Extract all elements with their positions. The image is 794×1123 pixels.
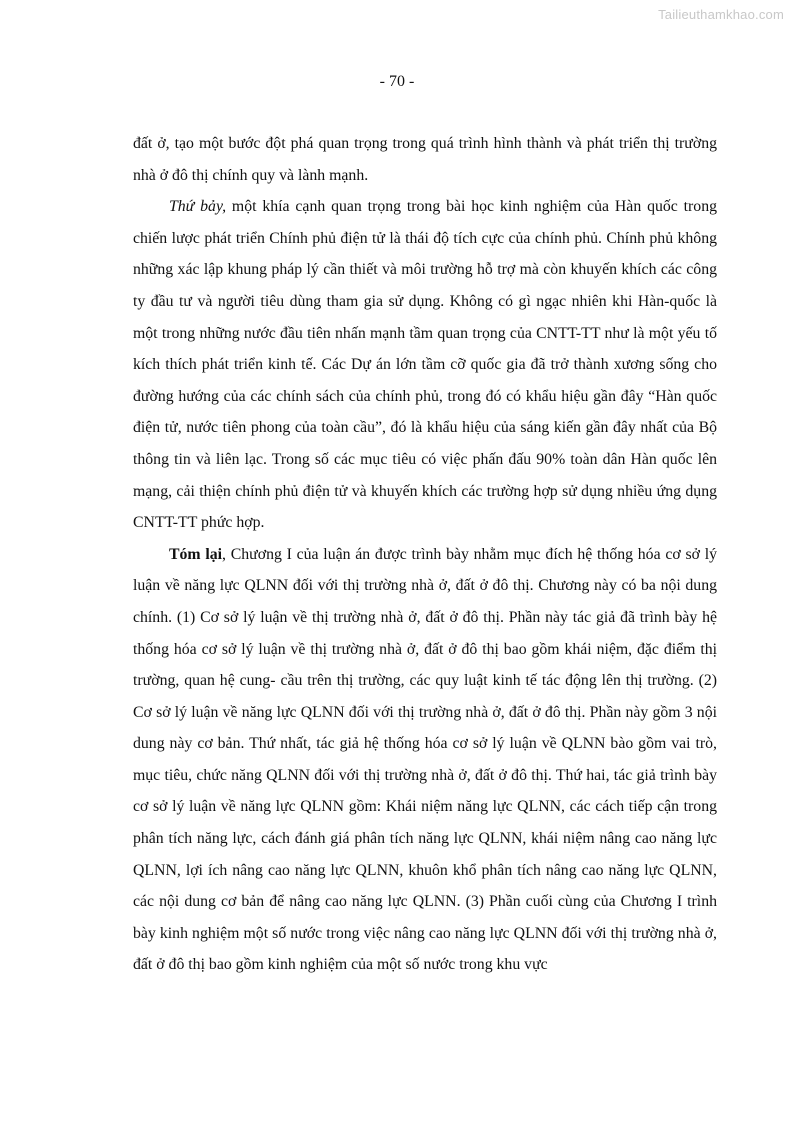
watermark-text: Tailieuthamkhao.com [658, 7, 784, 22]
paragraph-tom-lai [133, 539, 717, 981]
paragraph-lead-bold: Tóm lại [169, 545, 223, 563]
paragraph-body: , Chương I của luận án được trình bày nhằm mục đích hệ thống hóa cơ sở lý luận về năng lực QLNN đối với thị trường nhà ở, đất ở đô thị. Chương này có ba nội dung chính. (1) Cơ sở lý luận về thị trường nhà ở, đất ở đô thị. Phần này tác giả đã trình bày hệ thống hóa cơ sở lý luận về thị trường nhà ở, đất ở đô thị bao gồm khái niệm, đặc điểm thị trường, quan hệ cung- cầu trên thị trường, các quy luật kinh tế tác động lên thị trường. (2) Cơ sở lý luận về năng lực QLNN đối với thị trường nhà ở, đất ở đô thị. Phần này gồm 3 nội dung này cơ bản. Thứ nhất, tác giả hệ thống hóa cơ sở lý luận về QLNN bào gồm vai trò, mục tiêu, chức năng QLNN đối với thị trường nhà ở, đất ở đô thị. Thứ hai, tác giả trình bày cơ sở lý luận về năng lực QLNN gồm: Khái niệm năng lực QLNN, các cách tiếp cận trong phân tích năng lực, cách đánh giá phân tích năng lực QLNN, khái niệm nâng cao năng lực QLNN, lợi ích nâng cao năng lực QLNN, khuôn khổ phân tích nâng cao năng lực QLNN, các nội dung cơ bản để nâng cao năng lực QLNN. (3) Phần cuối cùng của Chương I trình bày kinh nghiệm một số nước trong việc nâng cao năng lực QLNN đối với thị trường nhà ở, đất ở đô thị bao gồm kinh nghiệm của một số nước trong khu vực [133, 545, 717, 974]
paragraph-body: một khía cạnh quan trọng trong bài học kinh nghiệm của Hàn quốc trong chiến lược phát triển Chính phủ điện tử là thái độ tích cực của chính phủ. Chính phủ không những xác lập khung pháp lý cần thiết và môi trường hỗ trợ mà còn khuyến khích các công ty đầu tư và người tiêu dùng tham gia sử dụng. Không có gì ngạc nhiên khi Hàn-quốc là một trong những nước đầu tiên nhấn mạnh tầm quan trọng của CNTT-TT như là một yếu tố kích thích phát triển kinh tế. Các Dự án lớn tầm cỡ quốc gia đã trở thành xương sống cho đường hướng của các chính sách của chính phủ, trong đó có khẩu hiệu gần đây “Hàn quốc điện tử, nước tiên phong của toàn cầu”, đó là khẩu hiệu của sáng kiến gần đây nhất của Bộ thông tin và liên lạc. Trong số các mục tiêu có việc phấn đấu 90% toàn dân Hàn quốc lên mạng, cải thiện chính phủ điện tử và khuyến khích các trường hợp sử dụng nhiều ứng dụng CNTT-TT phức hợp. [133, 198, 717, 532]
paragraph-thu-bay [133, 191, 717, 539]
paragraph-continuation: đất ở, tạo một bước đột phá quan trọng trong quá trình hình thành và phát triển thị trường nhà ở đô thị chính quy và lành mạnh. [133, 135, 717, 184]
paragraph-lead-italic: Thứ bảy, [169, 198, 227, 216]
document-body [133, 128, 717, 981]
page-number: - 70 - [379, 73, 415, 90]
